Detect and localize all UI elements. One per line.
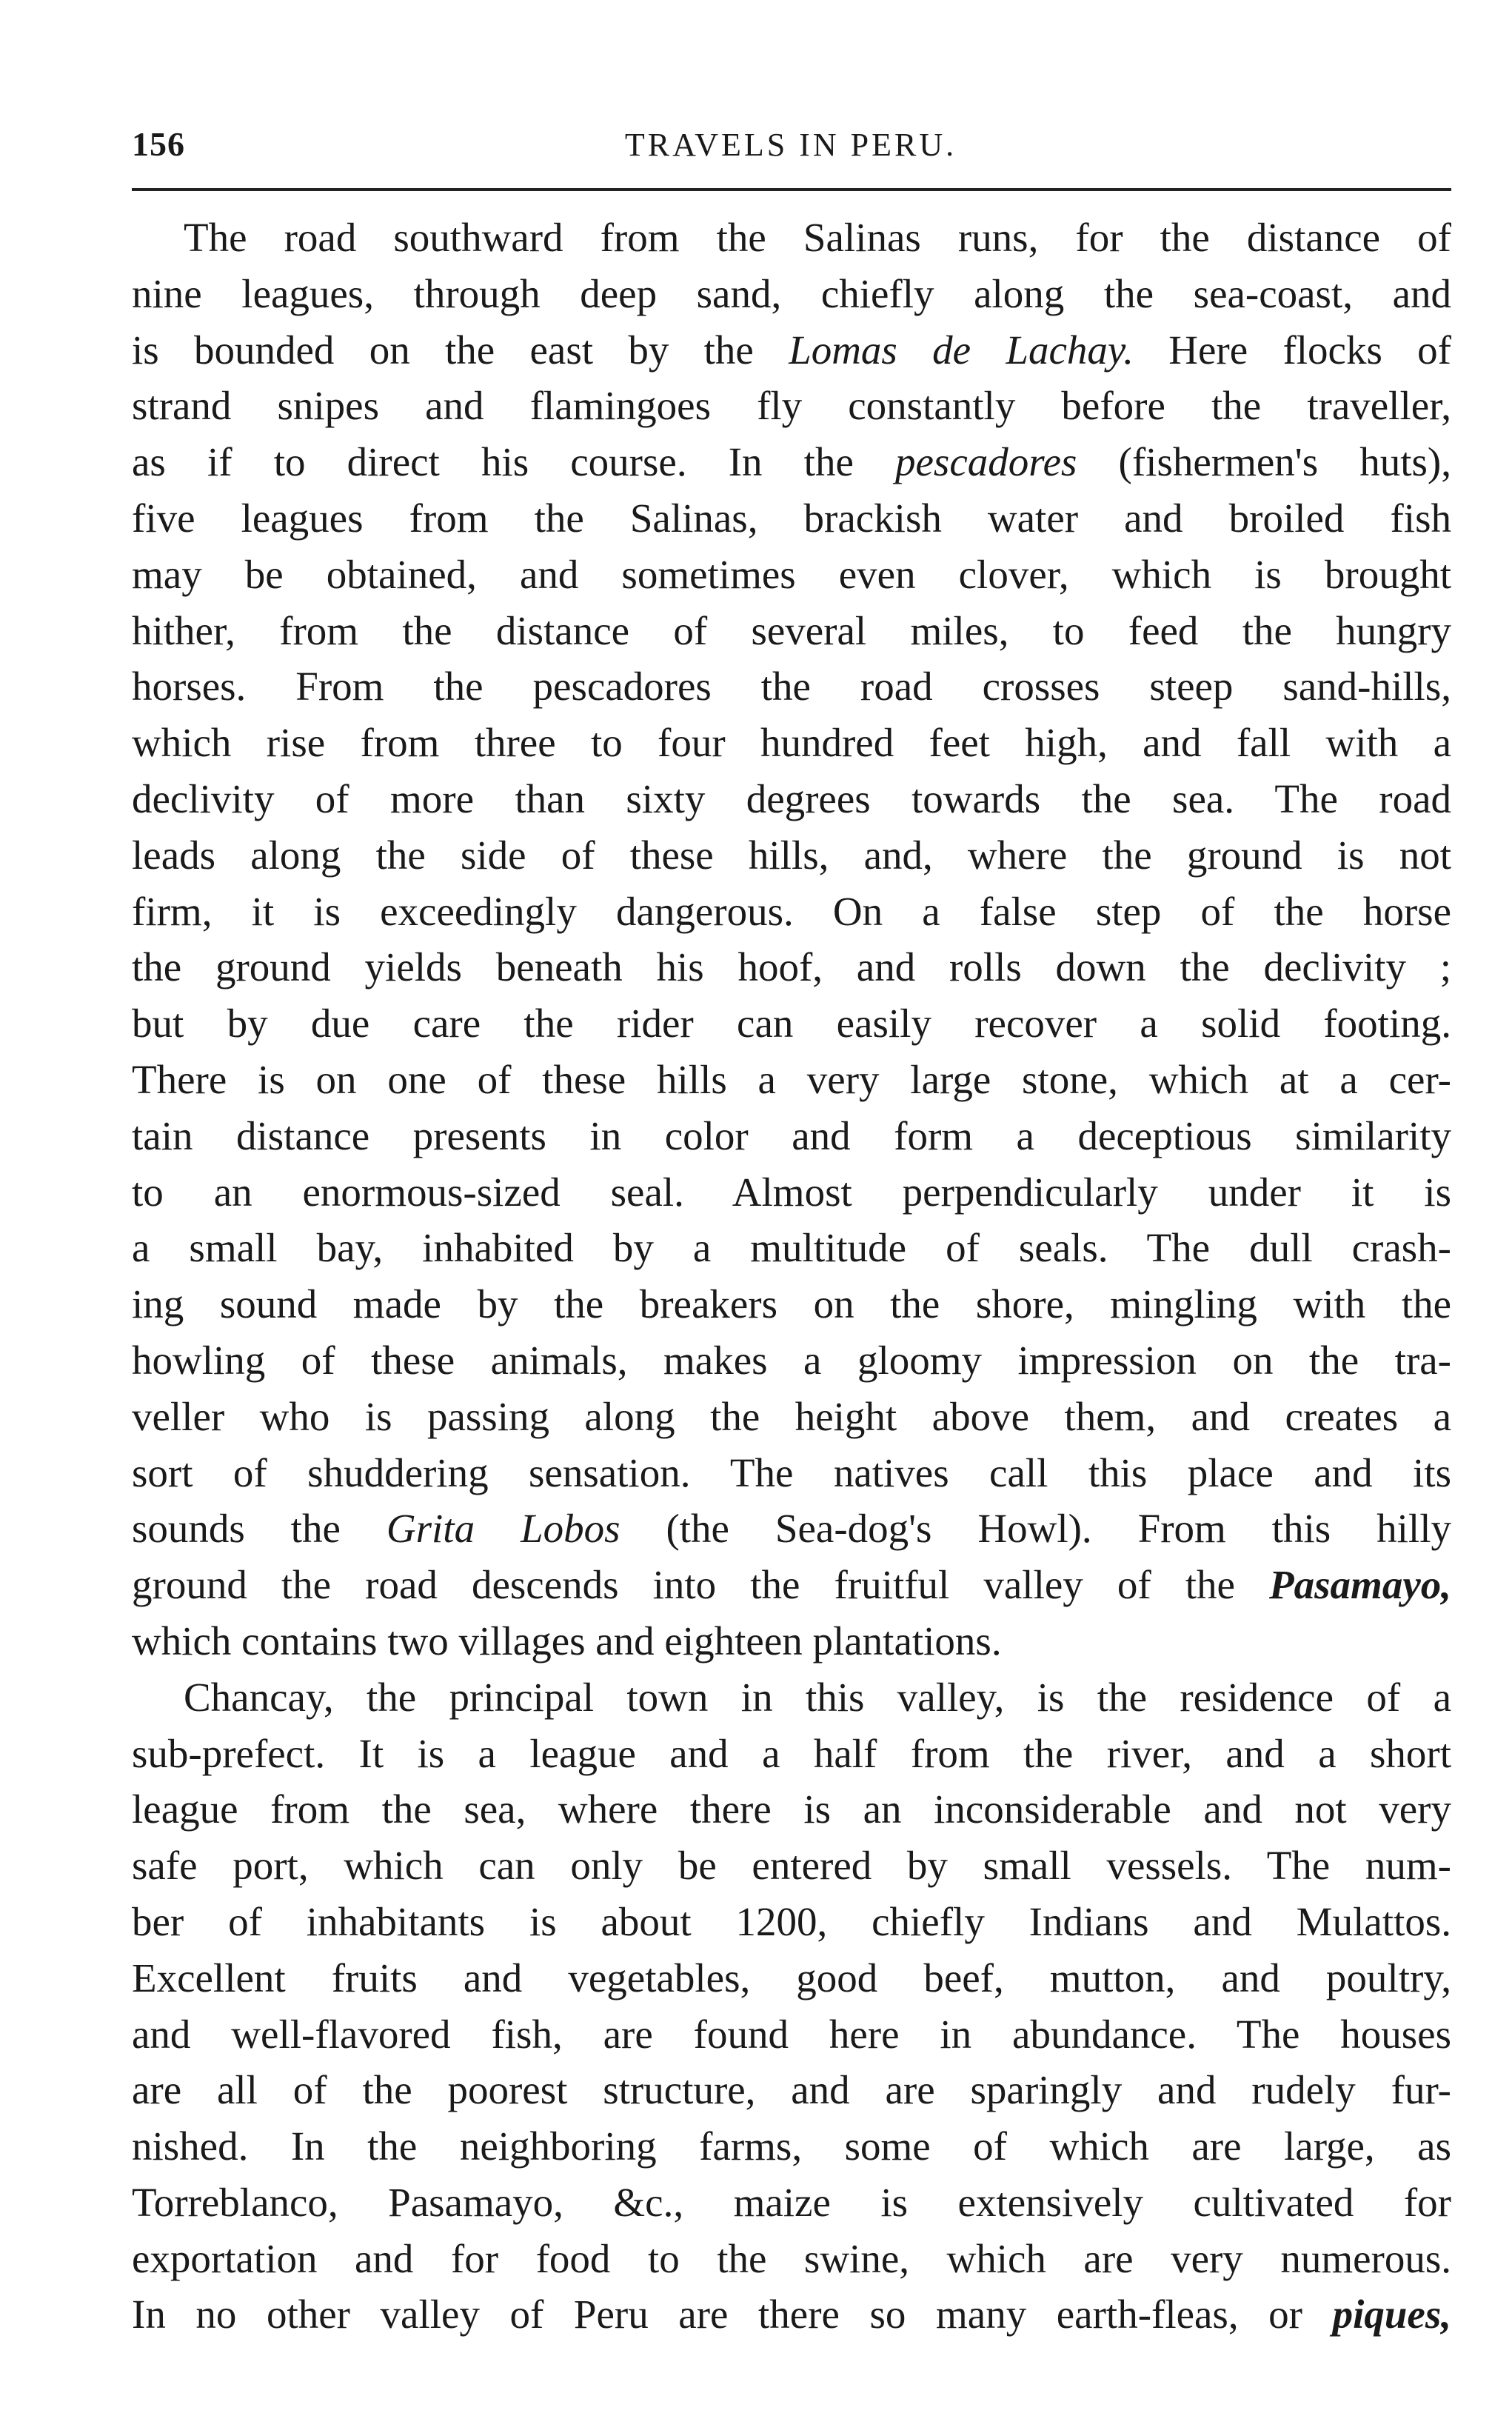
text-line bbox=[132, 1781, 1451, 1838]
text-line bbox=[132, 434, 1451, 490]
text-line bbox=[132, 1669, 1451, 1726]
text-line bbox=[132, 1276, 1451, 1332]
text-line bbox=[132, 603, 1451, 659]
text-line bbox=[132, 1950, 1451, 2006]
text-segment: Here flocks of bbox=[1133, 327, 1451, 373]
text-segment: but by due care the rider can easily recover a solid footing. bbox=[132, 1001, 1451, 1047]
text-segment: (the Sea-dog's Howl). From this hilly bbox=[620, 1506, 1451, 1552]
header-rule bbox=[132, 188, 1451, 191]
text-segment: hither, from the distance of several miles, to feed the hungry bbox=[132, 607, 1451, 653]
text-segment: ground the road descends into the fruitful valley of the bbox=[132, 1562, 1270, 1608]
text-segment: horses. From the pescadores the road crosses steep sand-hills, bbox=[132, 664, 1451, 710]
text-line bbox=[132, 1164, 1451, 1221]
text-segment: which contains two villages and eighteen plantations. bbox=[132, 1618, 1002, 1664]
text-segment: ing sound made by the breakers on the shore, mingling with the bbox=[132, 1281, 1451, 1327]
text-segment: may be obtained, and sometimes even clover, which is brought bbox=[132, 551, 1451, 597]
text-line bbox=[132, 827, 1451, 884]
text-segment: are all of the poorest structure, and are sparingly and rudely fur- bbox=[132, 2067, 1451, 2113]
text-line bbox=[132, 1389, 1451, 1445]
text-line bbox=[132, 658, 1451, 715]
text-line bbox=[132, 210, 1451, 266]
text-segment: nished. In the neighboring farms, some of which are large, as bbox=[132, 2123, 1451, 2169]
body-text bbox=[132, 210, 1451, 2343]
text-segment: declivity of more than sixty degrees towards the sea. The road bbox=[132, 775, 1451, 821]
paragraph-2 bbox=[132, 1669, 1451, 2343]
text-line bbox=[132, 2175, 1451, 2231]
text-line bbox=[132, 715, 1451, 771]
page-number: 156 bbox=[132, 125, 185, 163]
text-segment: league from the sea, where there is an inconsiderable and not very bbox=[132, 1786, 1451, 1832]
text-segment: firm, it is exceedingly dangerous. On a false step of the horse bbox=[132, 888, 1451, 934]
text-segment: howling of these animals, makes a gloomy impression on the tra- bbox=[132, 1337, 1451, 1383]
text-line bbox=[132, 1726, 1451, 1782]
running-head bbox=[132, 124, 1450, 176]
text-segment: Lomas de Lachay. bbox=[789, 327, 1134, 373]
text-segment: sounds the bbox=[132, 1506, 387, 1552]
text-line bbox=[132, 1052, 1451, 1108]
text-segment: veller who is passing along the height above them, and creates a bbox=[132, 1393, 1451, 1439]
text-segment: Pasamayo, bbox=[1269, 1562, 1451, 1608]
text-segment: strand snipes and flamingoes fly constantly before the traveller, bbox=[132, 383, 1451, 429]
text-line bbox=[132, 884, 1451, 940]
text-segment: which rise from three to four hundred feet high, and fall with a bbox=[132, 720, 1451, 766]
text-line bbox=[132, 1894, 1451, 1950]
text-line bbox=[132, 2118, 1451, 2175]
text-line bbox=[132, 1445, 1451, 1501]
text-segment: tain distance presents in color and form a deceptious similarity bbox=[132, 1112, 1451, 1158]
text-segment: Grita Lobos bbox=[386, 1506, 620, 1552]
text-line bbox=[132, 1613, 1451, 1669]
text-segment: (fishermen's huts), bbox=[1077, 439, 1451, 485]
text-segment: sort of shuddering sensation. The natives call this place and its bbox=[132, 1449, 1451, 1495]
text-segment: Torreblanco, Pasamayo, &c., maize is extensively cultivated for bbox=[132, 2179, 1451, 2225]
text-segment: Chancay, the principal town in this valley, is the residence of a bbox=[184, 1674, 1451, 1720]
text-line bbox=[132, 490, 1451, 547]
text-segment: The road southward from the Salinas runs, for the distance of bbox=[184, 215, 1451, 260]
text-line bbox=[132, 322, 1451, 378]
text-line bbox=[132, 1501, 1451, 1557]
text-segment: as if to direct his course. In the bbox=[132, 439, 895, 485]
text-segment: sub-prefect. It is a league and a half from the river, and a short bbox=[132, 1730, 1451, 1776]
text-segment: Excellent fruits and vegetables, good beef, mutton, and poultry, bbox=[132, 1955, 1451, 2000]
text-segment: nine leagues, through deep sand, chiefly along the sea-coast, and bbox=[132, 270, 1451, 316]
text-line bbox=[132, 995, 1451, 1052]
text-segment: exportation and for food to the swine, which are very numerous. bbox=[132, 2235, 1451, 2281]
text-segment: ber of inhabitants is about 1200, chiefly Indians and Mulattos. bbox=[132, 1898, 1451, 1944]
text-line bbox=[132, 547, 1451, 603]
paragraph-1 bbox=[132, 210, 1451, 1669]
text-line bbox=[132, 771, 1451, 827]
text-line bbox=[132, 266, 1451, 322]
text-segment: safe port, which can only be entered by small vessels. The num- bbox=[132, 1843, 1451, 1889]
text-line bbox=[132, 1220, 1451, 1276]
text-line bbox=[132, 2286, 1451, 2343]
text-segment: pescadores bbox=[895, 439, 1077, 485]
text-line bbox=[132, 2231, 1451, 2287]
text-line bbox=[132, 1557, 1451, 1613]
text-segment: to an enormous-sized seal. Almost perpendicularly under it is bbox=[132, 1169, 1451, 1215]
text-line bbox=[132, 939, 1451, 995]
text-line bbox=[132, 1108, 1451, 1164]
running-title: TRAVELS IN PERU. bbox=[624, 127, 957, 163]
text-segment: leads along the side of these hills, and, where the ground is not bbox=[132, 832, 1451, 878]
text-line bbox=[132, 1332, 1451, 1389]
text-segment: and well-flavored fish, are found here in abundance. The houses bbox=[132, 2011, 1451, 2057]
text-segment: is bounded on the east by the bbox=[132, 327, 789, 373]
text-line bbox=[132, 2006, 1451, 2063]
text-line bbox=[132, 2062, 1451, 2118]
text-segment: a small bay, inhabited by a multitude of seals. The dull crash- bbox=[132, 1225, 1451, 1271]
text-segment: In no other valley of Peru are there so many earth-fleas, or bbox=[132, 2292, 1333, 2337]
text-segment: five leagues from the Salinas, brackish water and broiled fish bbox=[132, 495, 1451, 541]
printer-specks bbox=[718, 2388, 763, 2395]
text-line bbox=[132, 1838, 1451, 1894]
text-segment: There is on one of these hills a very large stone, which at a cer- bbox=[132, 1056, 1451, 1102]
text-segment: piques, bbox=[1332, 2292, 1451, 2337]
text-segment: the ground yields beneath his hoof, and rolls down the declivity ; bbox=[132, 944, 1451, 990]
text-line bbox=[132, 378, 1451, 434]
